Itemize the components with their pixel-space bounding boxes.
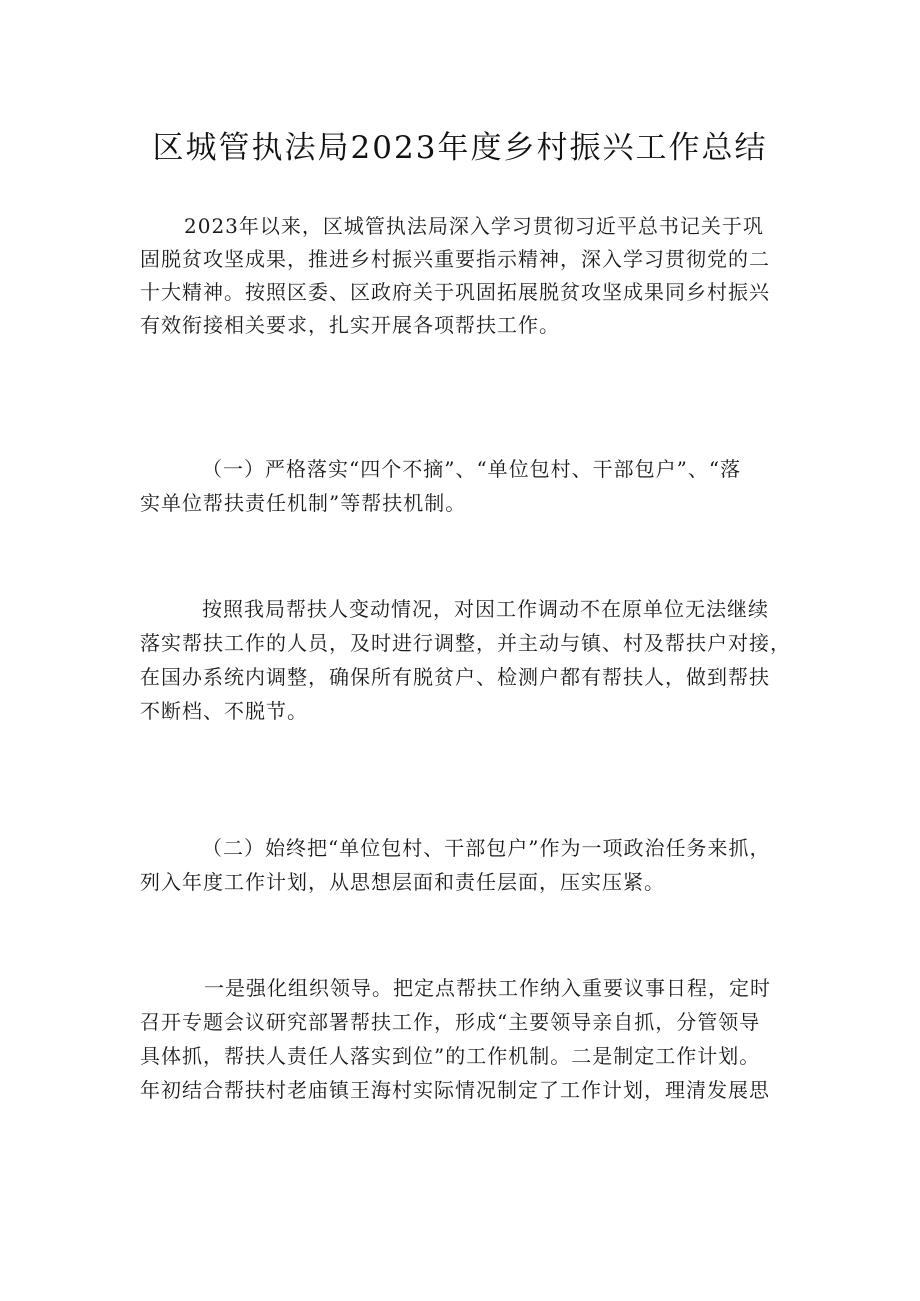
paragraph-line: 一是强化组织领导。把定点帮扶工作纳入重要议事日程，定时 xyxy=(204,976,771,1000)
paragraph-line: 2023年以来，区城管执法局深入学习贯彻习近平总书记关于巩 xyxy=(184,214,764,238)
paragraph-line: 落实帮扶工作的人员，及时进行调整，并主动与镇、村及帮扶户对接， xyxy=(140,631,791,655)
paragraph-line: 年初结合帮扶村老庙镇王海村实际情况制定了工作计划，理清发展思 xyxy=(140,1078,770,1102)
section-heading-1 xyxy=(140,452,800,520)
paragraph-line: 有效衔接相关要求，扎实开展各项帮扶工作。 xyxy=(140,313,560,337)
paragraph-line: （一）严格落实“四个不摘”、“单位包村、干部包户”、“落 xyxy=(202,457,742,481)
paragraph-organization xyxy=(140,971,800,1107)
paragraph-line: 召开专题会议研究部署帮扶工作，形成“主要领导亲自抓，分管领导 xyxy=(140,1010,761,1034)
paragraph-intro xyxy=(140,210,800,342)
paragraph-line: 十大精神。按照区委、区政府关于巩固拓展脱贫攻坚成果同乡村振兴 xyxy=(140,280,770,304)
document-title: 区城管执法局2023年度乡村振兴工作总结 xyxy=(152,130,768,166)
paragraph-line: 不断档、不脱节。 xyxy=(140,699,308,723)
paragraph-line: （二）始终把“单位包村、干部包户”作为一项政治任务来抓， xyxy=(202,836,771,860)
paragraph-line: 具体抓，帮扶人责任人落实到位”的工作机制。二是制定工作计划。 xyxy=(140,1044,761,1068)
paragraph-line: 在国办系统内调整，确保所有脱贫户、检测户都有帮扶人，做到帮扶 xyxy=(140,665,770,689)
section-heading-2 xyxy=(140,831,800,899)
paragraph-line: 按照我局帮扶人变动情况，对因工作调动不在原单位无法继续 xyxy=(202,597,769,621)
paragraph-line: 固脱贫攻坚成果，推进乡村振兴重要指示精神，深入学习贯彻党的二 xyxy=(140,247,770,271)
paragraph-adjustment xyxy=(140,592,800,728)
paragraph-line: 实单位帮扶责任机制”等帮扶机制。 xyxy=(140,491,467,515)
paragraph-line: 列入年度工作计划，从思想层面和责任层面，压实压紧。 xyxy=(140,870,665,894)
